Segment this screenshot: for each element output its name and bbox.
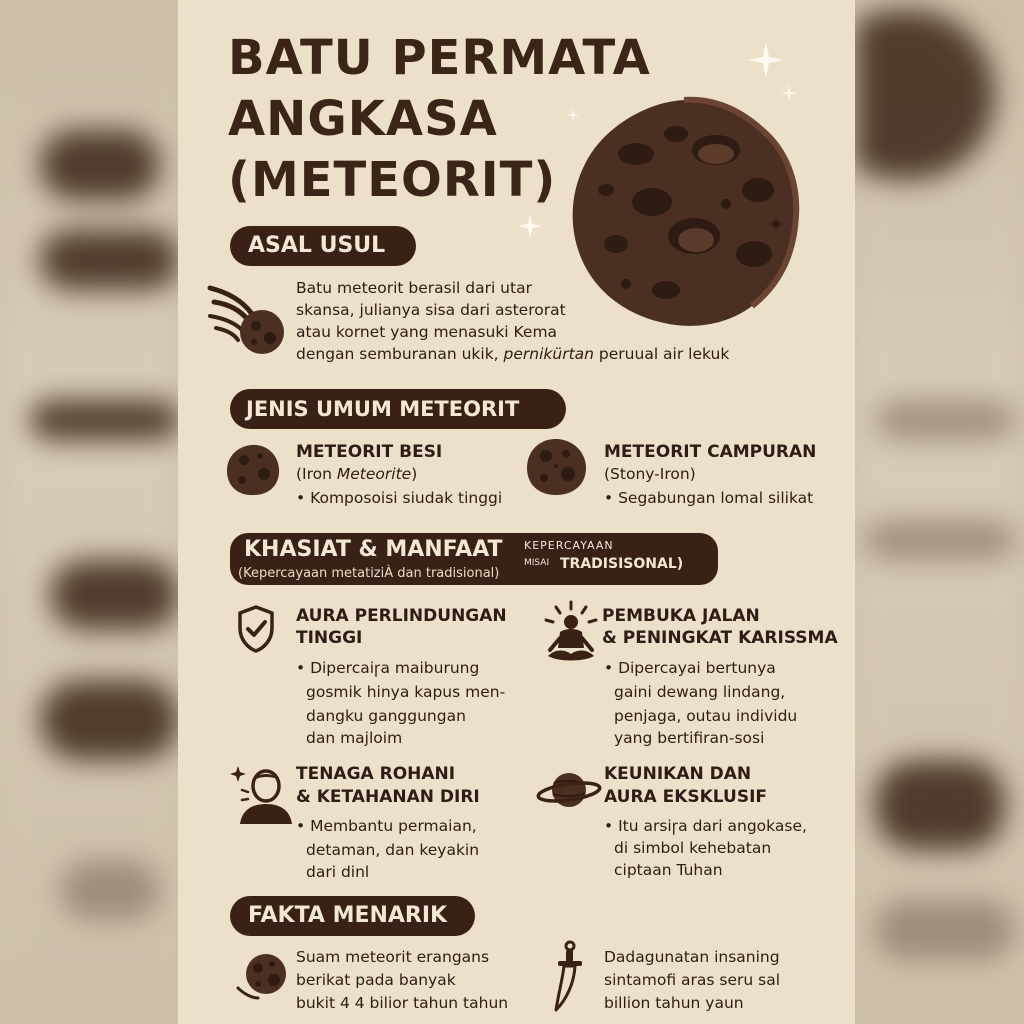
khasiat-item-2-line-3: penjaga, outau individu (614, 707, 798, 725)
shield-check-icon (236, 604, 276, 654)
asal-usul-line-4-a: dengan semburanan ukik, (296, 345, 504, 363)
asal-usul-line-2: skansa, julianya sisa dari asterorat (296, 301, 566, 319)
meteorit-besi-name: METEORIT BESI (296, 442, 443, 462)
fakta-left-line-2: berikat pada banyak (296, 971, 456, 989)
sparkle-icon (746, 40, 786, 80)
khasiat-item-1-title-1: AURA PERLINDUNGAN (296, 606, 507, 626)
khasiat-item-4-line-1: • Itu arsiꞅa dari angokase, (604, 817, 807, 835)
section-heading-fakta: FAKTA MENARIK (230, 896, 475, 936)
fakta-left-line-1: Suam meteorit erangans (296, 948, 490, 966)
khasiat-item-3-title-2: & KETAHANAN DIRI (296, 787, 480, 807)
meteorit-besi-sub-a: (Iron (296, 465, 337, 483)
fakta-right-line-1: Dadagunatan insaning (604, 948, 780, 966)
khasiat-item-3-line-1: • Membantu permaian, (296, 817, 477, 835)
blurred-background-right (855, 0, 1024, 1024)
infographic-poster (178, 0, 855, 1024)
khasiat-item-3-title-1: TENAGA ROHANI (296, 764, 456, 784)
iron-meteorite-icon (224, 442, 282, 498)
khasiat-item-4-line-2: di simbol kehebatan (614, 839, 772, 857)
section-heading-khasiat (230, 533, 718, 585)
khasiat-item-3-line-3: dari dinl (306, 863, 370, 881)
section-heading-asal-usul: ASAL USUL (230, 226, 416, 266)
meteorit-campuran-bullet: • Segabungan lomal silikat (604, 489, 814, 507)
khasiat-item-4-title-1: KEUNIKAN DAN (604, 764, 752, 784)
dagger-icon (548, 940, 584, 1014)
section-heading-jenis: JENIS UMUM METEORIT (230, 389, 566, 429)
sparkle-icon (516, 212, 544, 240)
meteorit-besi-sub-italic: Meteorite (336, 465, 412, 483)
large-meteorite-icon (566, 94, 802, 332)
title-line-2: ANGKASA (228, 91, 498, 147)
ringed-planet-icon (536, 766, 602, 814)
khasiat-item-1-line-2: gosmik hinya kapus men- (306, 683, 506, 701)
khasiat-heading: KHASIAT & MANFAAT (244, 537, 503, 562)
asal-usul-line-1: Batu meteorit berasil dari utar (296, 279, 532, 297)
khasiat-item-1-title-2: TINGGI (296, 628, 363, 648)
khasiat-small-label-2: MISAI (524, 558, 550, 568)
khasiat-item-4-title-2: AURA EKSKLUSIF (604, 787, 768, 807)
meteorit-besi-sub (296, 463, 417, 485)
khasiat-item-2-title-1: PEMBUKA JALAN (602, 606, 760, 626)
title-line-1: BATU PERMATA (228, 30, 651, 86)
khasiat-item-2-line-1: • Dipercayai bertunya (604, 659, 776, 677)
khasiat-item-1-line-1: • Dipercaiꞅa maiburung (296, 659, 480, 677)
meteorit-campuran-sub: (Stony-Iron) (604, 465, 696, 483)
asal-usul-line-4 (296, 343, 729, 365)
flaming-meteor-icon (206, 282, 296, 358)
asal-usul-line-4-italic: pernikürtan (503, 345, 594, 363)
meteorit-besi-sub-c: ) (411, 465, 418, 483)
asal-usul-line-4-c: peruual air lekuk (594, 345, 730, 363)
fakta-right-line-3: billion tahun yaun (604, 994, 744, 1012)
stony-iron-meteorite-icon (524, 436, 590, 498)
khasiat-item-2-title-2: & PENINGKAT KARISSMA (602, 628, 838, 648)
fakta-right-line-2: sintamofi aras seru sal (604, 971, 781, 989)
khasiat-item-2-line-4: yang bertifiran-sosi (614, 729, 765, 747)
khasiat-item-4-line-3: ciptaan Tuhan (614, 861, 723, 879)
khasiat-trad-label: TRADISISONAL) (560, 556, 684, 572)
blurred-background-left (0, 0, 178, 1024)
fakta-left-line-3: bukit 4 4 bilior tahun tahun (296, 994, 509, 1012)
khasiat-subheading: (Kepercayaan metatiziÀ dan tradisional) (238, 566, 500, 581)
khasiat-item-3-line-2: detaman, dan keyakin (306, 841, 480, 859)
head-aura-icon (230, 762, 294, 826)
title-line-3: (METEORIT) (228, 152, 557, 208)
khasiat-item-1-line-3: dangku ganggungan (306, 707, 466, 725)
khasiat-item-1-line-4: dan majloim (306, 729, 403, 747)
small-meteorite-icon (234, 950, 294, 1002)
meteorit-campuran-name: METEORIT CAMPURAN (604, 442, 817, 462)
meteorit-besi-bullet: • Komposoisi siudak tinggi (296, 489, 503, 507)
meditation-aura-icon (542, 600, 600, 666)
asal-usul-line-3: atau kornet yang menasuki Kema (296, 323, 558, 341)
khasiat-item-2-line-2: gaini dewang lindang, (614, 683, 786, 701)
khasiat-small-label: KEPERCAYAAN (524, 539, 614, 552)
